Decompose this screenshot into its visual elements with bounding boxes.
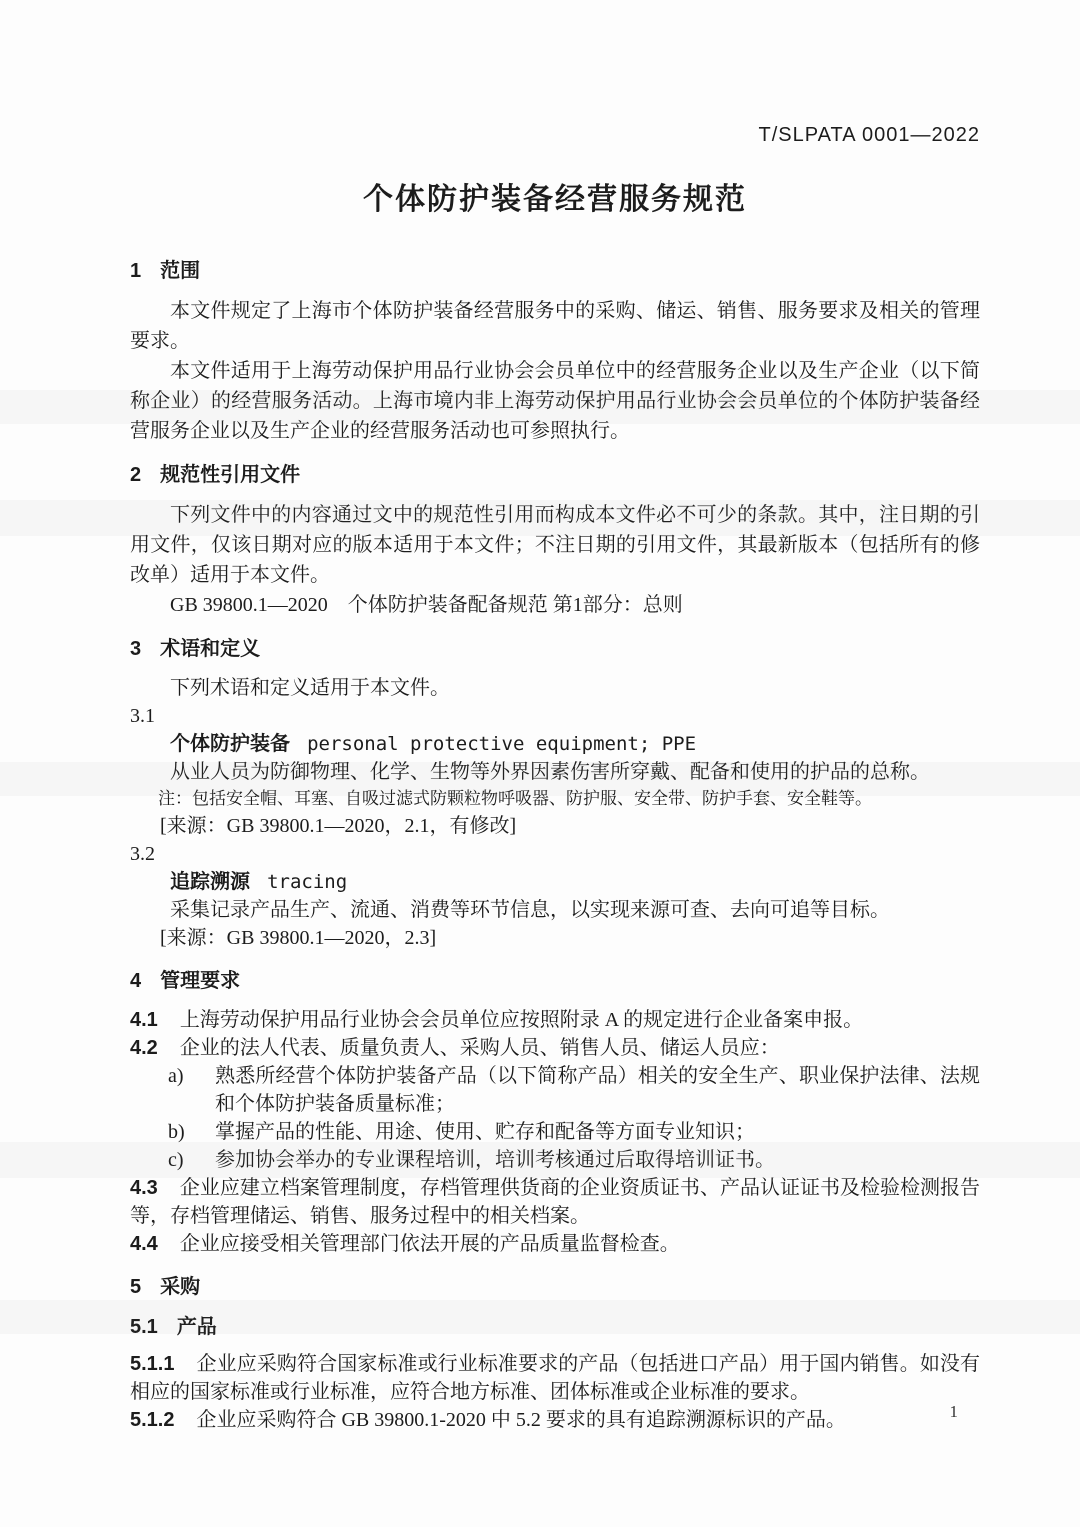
clause-4-2-list <box>130 1062 980 1174</box>
clause-number: 4.4 <box>130 1233 158 1255</box>
clause-text: 企业应采购符合 GB 39800.1-2020 中 5.2 要求的具有追踪溯源标识的产品。 <box>196 1409 846 1431</box>
list-item <box>130 1146 980 1174</box>
list-item-text: 熟悉所经营个体防护装备产品（以下简称产品）相关的安全生产、职业保护法律、法规和个体防护装备质量标准； <box>215 1065 980 1115</box>
section-heading-5 <box>130 1272 980 1302</box>
clause-number: 4.1 <box>130 1009 158 1031</box>
list-item-label: c) <box>168 1149 184 1171</box>
list-item <box>130 1062 980 1118</box>
section-number: 1 <box>130 260 142 282</box>
subsection-number: 5.1 <box>130 1316 158 1338</box>
section-heading-1 <box>130 256 980 286</box>
term-definition: 采集记录产品生产、流通、消费等环节信息，以实现来源可查、去向可追等目标。 <box>170 899 890 921</box>
term-en: personal protective equipment; PPE <box>307 733 697 755</box>
section-title: 范围 <box>160 260 201 282</box>
clause-5-1-1 <box>130 1350 980 1406</box>
section-title: 术语和定义 <box>160 638 261 660</box>
paragraph: 本文件规定了上海市个体防护装备经营服务中的采购、储运、销售、服务要求及相关的管理要求。 <box>130 300 980 352</box>
clause-4-4 <box>130 1230 980 1258</box>
section-heading-3 <box>130 634 980 664</box>
clause-number: 4.3 <box>130 1177 158 1199</box>
clause-text: 企业的法人代表、质量负责人、采购人员、销售人员、储运人员应： <box>179 1037 780 1059</box>
clause-4-3 <box>130 1174 980 1230</box>
section-heading-4 <box>130 966 980 996</box>
clause-4-1 <box>130 1006 980 1034</box>
clause-5-1-2 <box>130 1406 980 1434</box>
document-title: 个体防护装备经营服务规范 <box>363 183 747 216</box>
term-zh: 追踪溯源 <box>170 871 250 893</box>
list-item-label: a) <box>168 1065 184 1087</box>
section-title: 管理要求 <box>160 970 241 992</box>
section-number: 4 <box>130 970 142 992</box>
term-note: 注：包括安全帽、耳塞、自吸过滤式防颗粒物呼吸器、防护服、安全带、防护手套、安全鞋等。 <box>158 789 872 808</box>
terms-intro: 下列术语和定义适用于本文件。 <box>170 677 450 699</box>
list-item-text: 掌握产品的性能、用途、使用、贮存和配备等方面专业知识； <box>215 1121 755 1143</box>
term-source: [来源：GB 39800.1—2020，2.1，有修改] <box>160 815 517 837</box>
clause-number: 5.1.2 <box>130 1409 175 1431</box>
section-title: 采购 <box>160 1276 201 1298</box>
clause-number: 4.2 <box>130 1037 158 1059</box>
paragraph: 下列文件中的内容通过文中的规范性引用而构成本文件必不可少的条款。其中，注日期的引用文件，仅该日期对应的版本适用于本文件；不注日期的引用文件，其最新版本（包括所有的修改单）适用于本文件。 <box>130 504 980 586</box>
list-item <box>130 1118 980 1146</box>
subsection-title: 产品 <box>176 1316 217 1338</box>
section-number: 3 <box>130 638 142 660</box>
section-title: 规范性引用文件 <box>160 464 301 486</box>
page-number: 1 <box>949 1402 958 1421</box>
clause-text: 企业应建立档案管理制度，存档管理供货商的企业资质证书、产品认证证书及检验检测报告等，存档管理储运、销售、服务过程中的相关档案。 <box>130 1177 980 1227</box>
clause-text: 企业应接受相关管理部门依法开展的产品质量监督检查。 <box>179 1233 680 1255</box>
term-zh: 个体防护装备 <box>170 733 290 755</box>
clause-text: 上海劳动保护用品行业协会会员单位应按照附录 A 的规定进行企业备案申报。 <box>179 1009 864 1031</box>
term-entry <box>130 868 980 896</box>
term-number: 3.1 <box>130 705 155 727</box>
list-item-text: 参加协会举办的专业课程培训，培训考核通过后取得培训证书。 <box>215 1149 775 1171</box>
section-heading-2 <box>130 460 980 490</box>
term-entry <box>130 730 980 758</box>
term-definition: 从业人员为防御物理、化学、生物等外界因素伤害所穿戴、配备和使用的护品的总称。 <box>170 761 930 783</box>
clause-text: 企业应采购符合国家标准或行业标准要求的产品（包括进口产品）用于国内销售。如没有相应的国家标准或行业标准，应符合地方标准、团体标准或企业标准的要求。 <box>130 1353 980 1403</box>
term-number: 3.2 <box>130 843 155 865</box>
subsection-heading-5-1 <box>130 1312 980 1342</box>
section-number: 5 <box>130 1276 142 1298</box>
list-item-label: b) <box>168 1121 185 1143</box>
clause-4-2 <box>130 1034 980 1062</box>
normative-reference: GB 39800.1—2020 个体防护装备配备规范 第1部分：总则 <box>170 594 683 616</box>
clause-number: 5.1.1 <box>130 1353 175 1375</box>
paragraph: 本文件适用于上海劳动保护用品行业协会会员单位中的经营服务企业以及生产企业（以下简称企业）的经营服务活动。上海市境内非上海劳动保护用品行业协会会员单位的个体防护装备经营服务企业以及生产企业的经营服务活动也可参照执行。 <box>130 360 980 442</box>
doc-number: T/SLPATA 0001—2022 <box>758 124 980 146</box>
term-en: tracing <box>267 871 348 893</box>
term-source: [来源：GB 39800.1—2020，2.3] <box>160 927 437 949</box>
section-number: 2 <box>130 464 142 486</box>
